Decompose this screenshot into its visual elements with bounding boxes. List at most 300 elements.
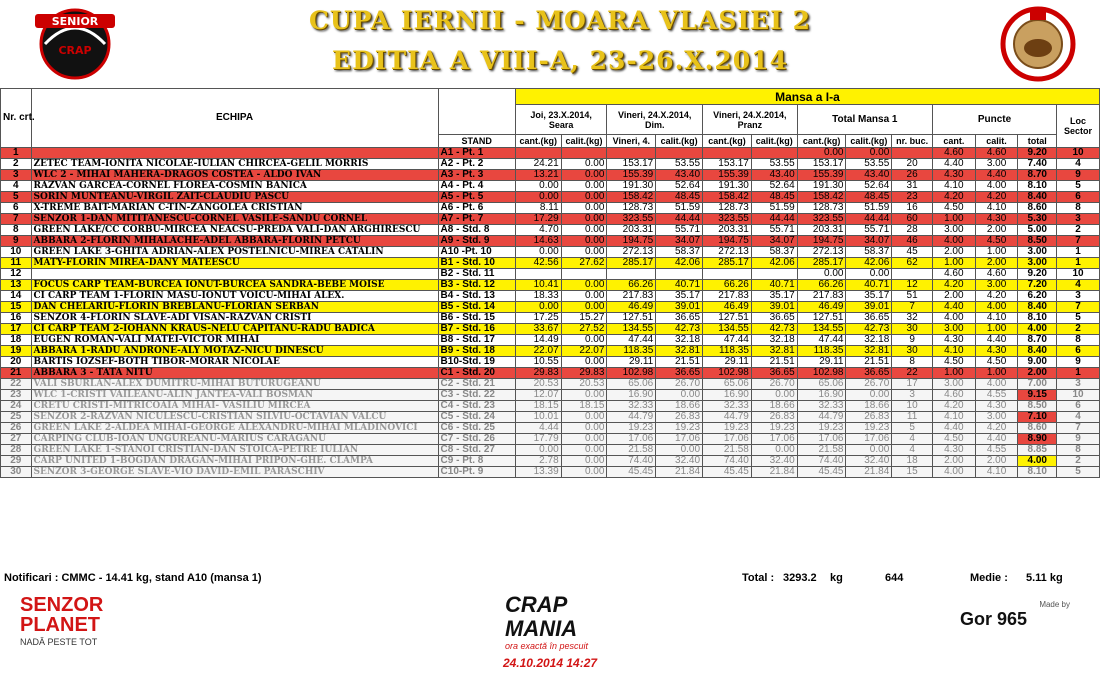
row-nr: 19	[1, 346, 32, 357]
day3-cant: 19.23	[703, 423, 752, 434]
nr-buc	[892, 269, 933, 280]
results-body	[1, 148, 1100, 478]
day2-cant	[607, 148, 656, 159]
day2-calit: 26.70	[656, 379, 703, 390]
puncte-total: 8.10	[1018, 181, 1057, 192]
nr-buc: 8	[892, 357, 933, 368]
table-row	[1, 467, 1100, 478]
puncte-total: 9.20	[1018, 269, 1057, 280]
nr-buc: 62	[892, 258, 933, 269]
day2-cant: 17.06	[607, 434, 656, 445]
puncte-cant: 2.00	[932, 456, 975, 467]
loc-sector: 10	[1057, 148, 1100, 159]
day1-cant: 0.00	[515, 445, 561, 456]
table-row	[1, 192, 1100, 203]
stand: A2 - Pt. 2	[438, 159, 515, 170]
puncte-total: 7.00	[1018, 379, 1057, 390]
day2-cant: 47.44	[607, 335, 656, 346]
crap-mania-logo: CRAP MANIA ora exactă în pescuit	[505, 592, 589, 651]
team-name: SENZOR 3-GEORGE SLAVE-VIO DAVID-EMIL PARASCHIV	[31, 467, 438, 478]
stand: C7 - Std. 26	[438, 434, 515, 445]
day2-cant: 21.58	[607, 445, 656, 456]
total-cant: 203.31	[797, 225, 846, 236]
sub-cant-2: Vineri, 4.	[607, 135, 656, 148]
stand: A1 - Pt. 1	[438, 148, 515, 159]
puncte-calit: 4.55	[975, 390, 1018, 401]
team-name: RAZVAN GARCEA-CORNEL FLOREA-COSMIN BANICA	[31, 181, 438, 192]
total-calit: 43.40	[846, 170, 892, 181]
table-row	[1, 434, 1100, 445]
day1-calit: 0.00	[561, 236, 607, 247]
puncte-cant: 4.50	[932, 357, 975, 368]
total-calit: 19.23	[846, 423, 892, 434]
table-row	[1, 225, 1100, 236]
day1-cant: 18.15	[515, 401, 561, 412]
col-team: ECHIPA	[31, 89, 438, 148]
day1-calit: 0.00	[561, 214, 607, 225]
nr-buc: 12	[892, 280, 933, 291]
loc-sector: 4	[1057, 280, 1100, 291]
day1-calit: 0.00	[561, 247, 607, 258]
day2-cant: 158.42	[607, 192, 656, 203]
day2-calit: 58.37	[656, 247, 703, 258]
day3-cant: 217.83	[703, 291, 752, 302]
puncte-cant: 4.60	[932, 148, 975, 159]
puncte-cant: 2.00	[932, 291, 975, 302]
row-nr: 24	[1, 401, 32, 412]
row-nr: 13	[1, 280, 32, 291]
total-calit: 36.65	[846, 368, 892, 379]
puncte-total: 8.50	[1018, 236, 1057, 247]
day2-calit: 53.55	[656, 159, 703, 170]
total-cant: 17.06	[797, 434, 846, 445]
stand: B1 - Std. 10	[438, 258, 515, 269]
puncte-calit: 4.50	[975, 357, 1018, 368]
row-nr: 3	[1, 170, 32, 181]
total-cant: 217.83	[797, 291, 846, 302]
team-name: VALI SBURLAN-ALEX DUMITRU-MIHAI BUTURUGEANU	[31, 379, 438, 390]
team-name: WLC 2 - MIHAI MAHERA-DRAGOS COSTEA - ALDO IVAN	[31, 170, 438, 181]
day2-cant: 46.49	[607, 302, 656, 313]
day1-cant: 4.70	[515, 225, 561, 236]
puncte-calit: 4.40	[975, 335, 1018, 346]
day3-calit: 51.59	[751, 203, 797, 214]
loc-sector: 8	[1057, 203, 1100, 214]
loc-sector: 8	[1057, 335, 1100, 346]
stand: A8 - Std. 8	[438, 225, 515, 236]
stand: A6 - Pt. 6	[438, 203, 515, 214]
day1-cant: 10.01	[515, 412, 561, 423]
day2-cant: 45.45	[607, 467, 656, 478]
day1-cant: 0.00	[515, 181, 561, 192]
day2-calit: 21.84	[656, 467, 703, 478]
day2-cant: 19.23	[607, 423, 656, 434]
page-subtitle: EDITIA A VIII-A, 23-26.X.2014	[332, 46, 788, 75]
total-cant: 74.40	[797, 456, 846, 467]
stand: B10-Std. 19	[438, 357, 515, 368]
team-name: EUGEN ROMAN-VALI MATEI-VICTOR MIHAI	[31, 335, 438, 346]
total-cant: 44.79	[797, 412, 846, 423]
puncte-total: 5.00	[1018, 225, 1057, 236]
total-cant: 194.75	[797, 236, 846, 247]
day2-calit: 52.64	[656, 181, 703, 192]
svg-text:SENIOR: SENIOR	[51, 15, 99, 28]
nr-buc: 46	[892, 236, 933, 247]
day1-cant: 33.67	[515, 324, 561, 335]
day3-cant	[703, 148, 752, 159]
nr-buc: 22	[892, 368, 933, 379]
day1-cant: 12.07	[515, 390, 561, 401]
puncte-total: 8.85	[1018, 445, 1057, 456]
day2-cant: 272.13	[607, 247, 656, 258]
loc-sector: 9	[1057, 357, 1100, 368]
total-cant: 102.98	[797, 368, 846, 379]
puncte-cant: 4.30	[932, 335, 975, 346]
puncte-calit: 4.10	[975, 467, 1018, 478]
stand: B3 - Std. 12	[438, 280, 515, 291]
row-nr: 29	[1, 456, 32, 467]
day3-calit: 32.40	[751, 456, 797, 467]
total-unit: kg	[830, 572, 843, 584]
table-row	[1, 357, 1100, 368]
day3-cant: 158.42	[703, 192, 752, 203]
day1-cant: 10.55	[515, 357, 561, 368]
table-row	[1, 291, 1100, 302]
table-row	[1, 390, 1100, 401]
day1-calit: 0.00	[561, 335, 607, 346]
puncte-calit: 4.55	[975, 445, 1018, 456]
puncte-total: 8.90	[1018, 434, 1057, 445]
puncte-cant: 1.00	[932, 368, 975, 379]
day3-calit: 39.01	[751, 302, 797, 313]
total-calit: 18.66	[846, 401, 892, 412]
row-nr: 18	[1, 335, 32, 346]
day1-calit: 0.00	[561, 203, 607, 214]
day3-calit: 42.73	[751, 324, 797, 335]
stand: B9 - Std. 18	[438, 346, 515, 357]
puncte-total: 5.30	[1018, 214, 1057, 225]
nr-buc: 18	[892, 456, 933, 467]
day3-calit: 0.00	[751, 445, 797, 456]
total-cant: 323.55	[797, 214, 846, 225]
loc-sector: 9	[1057, 170, 1100, 181]
stand: C4 - Std. 23	[438, 401, 515, 412]
puncte-total: 8.40	[1018, 302, 1057, 313]
nr-buc: 30	[892, 346, 933, 357]
row-nr: 8	[1, 225, 32, 236]
day3-cant: 46.49	[703, 302, 752, 313]
day2-cant: 155.39	[607, 170, 656, 181]
day3-calit: 44.44	[751, 214, 797, 225]
puncte-cant: 4.00	[932, 236, 975, 247]
team-name: FOCUS CARP TEAM-BURCEA IONUT-BURCEA SANDRA-BEBE MOISE	[31, 280, 438, 291]
puncte-cant: 4.00	[932, 313, 975, 324]
puncte-cant: 1.00	[932, 214, 975, 225]
stand: C1 - Std. 20	[438, 368, 515, 379]
day1-calit: 0.00	[561, 445, 607, 456]
medie-value: 5.11 kg	[1026, 572, 1063, 584]
row-nr: 23	[1, 390, 32, 401]
stand: A10 -Pt. 10	[438, 247, 515, 258]
table-row	[1, 313, 1100, 324]
day2-calit	[656, 269, 703, 280]
day2-cant: 191.30	[607, 181, 656, 192]
puncte-total: 8.50	[1018, 401, 1057, 412]
day3-calit: 53.55	[751, 159, 797, 170]
total-calit: 36.65	[846, 313, 892, 324]
day2-header: Vineri, 24.X.2014, Dim.	[607, 105, 703, 135]
total-cant: 158.42	[797, 192, 846, 203]
day1-calit: 0.00	[561, 280, 607, 291]
puncte-cant: 4.20	[932, 192, 975, 203]
team-name: GREEN LAKE 3-GHITA ADRIAN-ALEX POSTELNICU-MIREA CATALIN	[31, 247, 438, 258]
day2-cant: 217.83	[607, 291, 656, 302]
puncte-calit: 3.00	[975, 159, 1018, 170]
loc-sector: 4	[1057, 412, 1100, 423]
stand: C6 - Std. 25	[438, 423, 515, 434]
day2-cant: 65.06	[607, 379, 656, 390]
puncte-total: 9.20	[1018, 148, 1057, 159]
total-cant: 155.39	[797, 170, 846, 181]
total-calit: 26.83	[846, 412, 892, 423]
day1-calit: 0.00	[561, 357, 607, 368]
puncte-cant: 4.20	[932, 401, 975, 412]
total-calit: 53.55	[846, 159, 892, 170]
table-row	[1, 412, 1100, 423]
nr-buc: 10	[892, 401, 933, 412]
sub-pcant: cant.	[932, 135, 975, 148]
puncte-calit: 4.10	[975, 203, 1018, 214]
stand: B8 - Std. 17	[438, 335, 515, 346]
total-calit: 48.45	[846, 192, 892, 203]
day1-cant: 29.83	[515, 368, 561, 379]
loc-sector: 7	[1057, 302, 1100, 313]
puncte-calit: 2.00	[975, 225, 1018, 236]
total-calit: 42.06	[846, 258, 892, 269]
day3-cant: 191.30	[703, 181, 752, 192]
total-cant: 32.33	[797, 401, 846, 412]
puncte-calit: 4.30	[975, 346, 1018, 357]
total-calit: 34.07	[846, 236, 892, 247]
loc-sector: 7	[1057, 236, 1100, 247]
day1-cant: 14.63	[515, 236, 561, 247]
total-calit: 17.06	[846, 434, 892, 445]
notificari: Notificari : CMMC - 14.41 kg, stand A10 (mansa 1)	[4, 572, 262, 584]
row-nr: 21	[1, 368, 32, 379]
day2-cant: 153.17	[607, 159, 656, 170]
loc-sector: 5	[1057, 181, 1100, 192]
day2-calit: 44.44	[656, 214, 703, 225]
total-cant: 47.44	[797, 335, 846, 346]
table-row	[1, 302, 1100, 313]
loc-sector: 2	[1057, 456, 1100, 467]
day3-calit: 52.64	[751, 181, 797, 192]
day2-calit: 35.17	[656, 291, 703, 302]
day1-calit: 27.62	[561, 258, 607, 269]
total-cant: 134.55	[797, 324, 846, 335]
puncte-cant: 3.00	[932, 379, 975, 390]
team-name: WLC 1-CRISTI VAILEANU-ALIN JANTEA-VALI BOSMAN	[31, 390, 438, 401]
day2-calit: 48.45	[656, 192, 703, 203]
table-row	[1, 269, 1100, 280]
team-name: SENZOR 1-DAN MITITANESCU-CORNEL VASILE-SANDU CORNEL	[31, 214, 438, 225]
total-calit: 39.01	[846, 302, 892, 313]
puncte-calit: 4.30	[975, 214, 1018, 225]
loc-sector: 5	[1057, 467, 1100, 478]
day3-calit: 55.71	[751, 225, 797, 236]
day1-calit: 0.00	[561, 390, 607, 401]
day2-calit: 17.06	[656, 434, 703, 445]
total-calit: 40.71	[846, 280, 892, 291]
sub-cant-3: cant.(kg)	[703, 135, 752, 148]
table-row	[1, 280, 1100, 291]
day2-cant: 127.51	[607, 313, 656, 324]
nr-buc: 11	[892, 412, 933, 423]
day3-cant: 47.44	[703, 335, 752, 346]
puncte-calit: 4.60	[975, 269, 1018, 280]
day2-cant: 74.40	[607, 456, 656, 467]
puncte-cant: 4.20	[932, 280, 975, 291]
day3-header: Vineri, 24.X.2014, Pranz	[703, 105, 798, 135]
day1-calit	[561, 269, 607, 280]
total-calit: 21.84	[846, 467, 892, 478]
row-nr: 28	[1, 445, 32, 456]
stand: A3 - Pt. 3	[438, 170, 515, 181]
sub-cant-total: cant.(kg)	[797, 135, 846, 148]
day1-cant: 0.00	[515, 192, 561, 203]
day2-calit: 18.66	[656, 401, 703, 412]
day3-cant: 285.17	[703, 258, 752, 269]
day1-cant: 0.00	[515, 302, 561, 313]
day1-calit: 0.00	[561, 225, 607, 236]
puncte-total: 4.00	[1018, 324, 1057, 335]
nr-buc: 23	[892, 192, 933, 203]
total-cant: 45.45	[797, 467, 846, 478]
puncte-cant: 2.00	[932, 247, 975, 258]
loc-sector: 2	[1057, 225, 1100, 236]
puncte-cant: 1.00	[932, 258, 975, 269]
puncte-total: 8.10	[1018, 467, 1057, 478]
day2-calit: 36.65	[656, 368, 703, 379]
day1-calit: 0.00	[561, 291, 607, 302]
total-cant: 153.17	[797, 159, 846, 170]
puncte-calit: 4.20	[975, 423, 1018, 434]
day3-cant: 17.06	[703, 434, 752, 445]
team-name: SENZOR 4-FLORIN SLAVE-ADI VISAN-RAZVAN CRISTI	[31, 313, 438, 324]
day2-cant: 285.17	[607, 258, 656, 269]
row-nr: 10	[1, 247, 32, 258]
day3-calit: 19.23	[751, 423, 797, 434]
total-calit: 32.40	[846, 456, 892, 467]
day2-calit: 32.81	[656, 346, 703, 357]
day3-cant: 102.98	[703, 368, 752, 379]
total-label: Total :	[742, 572, 775, 584]
puncte-cant: 4.60	[932, 390, 975, 401]
day3-calit: 26.83	[751, 412, 797, 423]
stand: A7 - Pt. 7	[438, 214, 515, 225]
team-name: CARPING CLUB-IOAN UNGUREANU-MARIUS CARAGANU	[31, 434, 438, 445]
col-stand-top	[438, 89, 515, 135]
day3-calit: 58.37	[751, 247, 797, 258]
timestamp: 24.10.2014 14:27	[502, 656, 598, 670]
puncte-calit: 4.50	[975, 236, 1018, 247]
total-header: Total Mansa 1	[797, 105, 932, 135]
puncte-calit: 4.10	[975, 313, 1018, 324]
row-nr: 4	[1, 181, 32, 192]
loc-sector: 3	[1057, 379, 1100, 390]
page-title: CUPA IERNII - MOARA VLASIEI 2	[308, 6, 812, 35]
day1-calit: 0.00	[561, 181, 607, 192]
day3-calit: 18.66	[751, 401, 797, 412]
day1-cant: 8.11	[515, 203, 561, 214]
puncte-cant: 3.00	[932, 225, 975, 236]
total-cant: 285.17	[797, 258, 846, 269]
row-nr: 17	[1, 324, 32, 335]
puncte-total: 8.70	[1018, 170, 1057, 181]
day3-calit: 32.81	[751, 346, 797, 357]
puncte-total: 8.40	[1018, 192, 1057, 203]
day1-cant: 2.78	[515, 456, 561, 467]
stand: B2 - Std. 11	[438, 269, 515, 280]
total-calit: 32.18	[846, 335, 892, 346]
loc-sector: 1	[1057, 247, 1100, 258]
day2-cant: 323.55	[607, 214, 656, 225]
day3-calit: 43.40	[751, 170, 797, 181]
stand: B6 - Std. 15	[438, 313, 515, 324]
puncte-total: 4.00	[1018, 456, 1057, 467]
day1-cant: 18.33	[515, 291, 561, 302]
day2-calit: 0.00	[656, 390, 703, 401]
day2-cant: 16.90	[607, 390, 656, 401]
nr-buc: 30	[892, 324, 933, 335]
puncte-cant: 4.10	[932, 181, 975, 192]
senior-crap-logo	[20, 2, 130, 82]
total-cant: 0.00	[797, 148, 846, 159]
loc-header: Loc Sector	[1057, 105, 1100, 148]
loc-sector: 6	[1057, 346, 1100, 357]
loc-sector: 6	[1057, 401, 1100, 412]
puncte-total: 7.20	[1018, 280, 1057, 291]
total-calit: 32.81	[846, 346, 892, 357]
table-row	[1, 203, 1100, 214]
loc-sector: 1	[1057, 258, 1100, 269]
summary-line	[0, 568, 1100, 588]
table-row	[1, 247, 1100, 258]
results-table-wrap	[0, 88, 1100, 478]
puncte-total: 9.00	[1018, 357, 1057, 368]
table-row	[1, 456, 1100, 467]
day1-cant: 22.07	[515, 346, 561, 357]
day3-calit	[751, 269, 797, 280]
day1-cant	[515, 269, 561, 280]
day3-calit: 40.71	[751, 280, 797, 291]
nr-buc	[892, 148, 933, 159]
stand: B7 - Std. 16	[438, 324, 515, 335]
row-nr: 14	[1, 291, 32, 302]
team-name: CARP UNITED 1-BOGDAN DRAGAN-MIHAI PRIPON-GHE. CLAMPA	[31, 456, 438, 467]
table-row	[1, 335, 1100, 346]
day3-calit: 48.45	[751, 192, 797, 203]
day2-cant: 134.55	[607, 324, 656, 335]
stand: C5 - Std. 24	[438, 412, 515, 423]
team-name: CI CARP TEAM 2-IOHANN KRAUS-NELU CAPITANU-RADU BADICA	[31, 324, 438, 335]
total-calit: 52.64	[846, 181, 892, 192]
day1-cant: 13.39	[515, 467, 561, 478]
nr-buc: 32	[892, 313, 933, 324]
day1-calit: 0.00	[561, 456, 607, 467]
stand: C10-Pt. 9	[438, 467, 515, 478]
total-cant: 65.06	[797, 379, 846, 390]
